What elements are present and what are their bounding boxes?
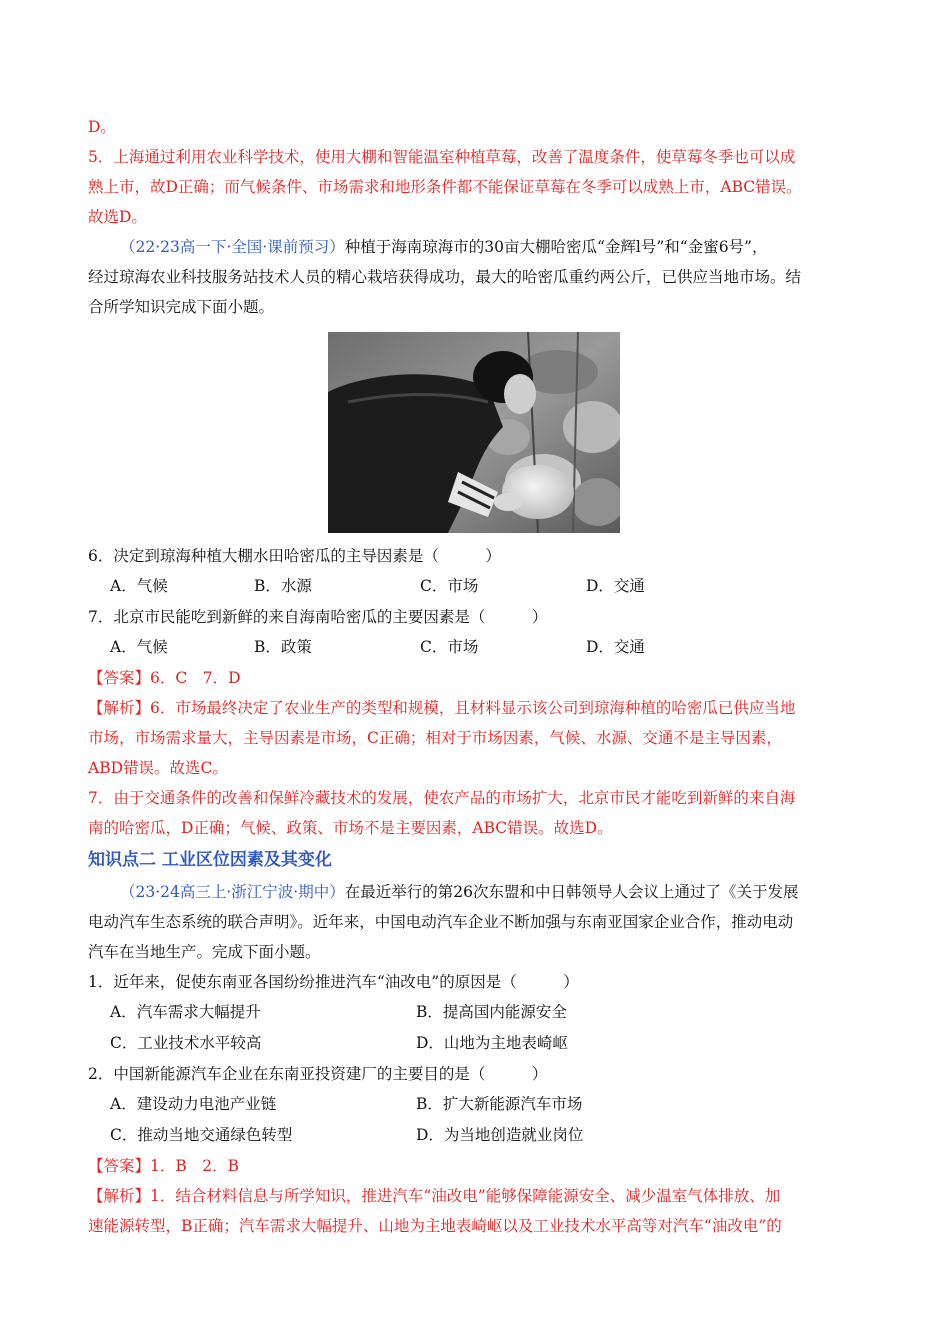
q7-option-a[interactable]: A．气候 bbox=[110, 638, 168, 656]
q6-option-d[interactable]: D．交通 bbox=[586, 577, 645, 595]
question-group-2-intro bbox=[88, 877, 863, 907]
intro-2-line-3: 汽车在当地生产。完成下面小题。 bbox=[88, 943, 321, 961]
question-1-options-row-2 bbox=[88, 1028, 863, 1059]
answer-group-2: 【答案】1．B 2．B bbox=[88, 1157, 240, 1175]
q2-option-b[interactable]: B．扩大新能源汽车市场 bbox=[416, 1095, 583, 1113]
analysis-2-line-2: 速能源转型，B正确；汽车需求大幅提升、山地为主地表崎岖以及工业技术水平高等对汽车“油改电”的 bbox=[88, 1217, 782, 1235]
question-6-options bbox=[88, 571, 863, 602]
question-6: 6．决定到琼海种植大棚水田哈密瓜的主导因素是（ ） bbox=[88, 547, 501, 565]
q1-option-c[interactable]: C．工业技术水平较高 bbox=[110, 1034, 262, 1052]
intro-line-3: 合所学知识完成下面小题。 bbox=[88, 298, 275, 316]
q1-option-a[interactable]: A．汽车需求大幅提升 bbox=[110, 1003, 261, 1021]
q6-option-c[interactable]: C．市场 bbox=[420, 577, 479, 595]
intro-line-2: 经过琼海农业科技服务站技术人员的精心栽培获得成功，最大的哈密瓜重约两公斤，已供应当地市场。结 bbox=[88, 268, 802, 286]
q7-option-d[interactable]: D．交通 bbox=[586, 638, 645, 656]
question-1-options-row-1 bbox=[88, 997, 863, 1028]
prev-analysis-line-2: 5．上海通过利用农业科学技术，使用大棚和智能温室种植草莓，改善了温度条件，使草莓冬季也可以成 bbox=[88, 148, 796, 166]
intro-text: 在最近举行的第26次东盟和中日韩领导人会议上通过了《关于发展 bbox=[344, 883, 799, 901]
question-2-options-row-2 bbox=[88, 1120, 863, 1151]
question-7: 7．北京市民能吃到新鲜的来自海南哈密瓜的主要因素是（ ） bbox=[88, 608, 548, 626]
q2-option-c[interactable]: C．推动当地交通绿色转型 bbox=[110, 1126, 293, 1144]
q6-option-b[interactable]: B．水源 bbox=[254, 577, 312, 595]
analysis-1-line-5: 南的哈密瓜，D正确；气候、政策、市场不是主要因素，ABC错误。故选D。 bbox=[88, 819, 613, 837]
question-source: （22·23高一下·全国·课前预习） bbox=[120, 238, 345, 256]
q2-option-d[interactable]: D．为当地创造就业岗位 bbox=[416, 1126, 584, 1144]
q7-option-c[interactable]: C．市场 bbox=[420, 638, 479, 656]
q6-option-a[interactable]: A．气候 bbox=[110, 577, 168, 595]
analysis-1-line-4: 7．由于交通条件的改善和保鲜冷藏技术的发展，使农产品的市场扩大，北京市民才能吃到新鲜的来自海 bbox=[88, 789, 796, 807]
analysis-2-line-1: 【解析】1．结合材料信息与所学知识，推进汽车“油改电”能够保障能源安全、减少温室气体排放、加 bbox=[88, 1187, 781, 1205]
girl-with-melon-photo bbox=[328, 332, 620, 533]
analysis-1-line-1: 【解析】6．市场最终决定了农业生产的类型和规模，且材料显示该公司到琼海种植的哈密瓜已供应当地 bbox=[88, 699, 796, 717]
answer-group-1: 【答案】6．C 7．D bbox=[88, 669, 241, 687]
question-2: 2．中国新能源汽车企业在东南亚投资建厂的主要目的是（ ） bbox=[88, 1065, 548, 1083]
prev-analysis-line-4: 故选D。 bbox=[88, 208, 147, 226]
analysis-1-line-3: ABD错误。故选C。 bbox=[88, 759, 228, 777]
q1-option-d[interactable]: D．山地为主地表崎岖 bbox=[416, 1034, 568, 1052]
analysis-1-line-2: 市场，市场需求量大，主导因素是市场，C正确；相对于市场因素，气候、水源、交通不是主导因素， bbox=[88, 729, 782, 747]
question-7-options bbox=[88, 632, 863, 663]
section-heading: 知识点二 工业区位因素及其变化 bbox=[88, 850, 332, 870]
intro-2-line-2: 电动汽车生态系统的联合声明》。近年来，中国电动汽车企业不断加强与东南亚国家企业合作，推动电动 bbox=[88, 913, 794, 931]
question-group-1-intro bbox=[88, 232, 863, 262]
q2-option-a[interactable]: A．建设动力电池产业链 bbox=[110, 1095, 277, 1113]
question-2-options-row-1 bbox=[88, 1089, 863, 1120]
page-content bbox=[88, 112, 863, 1241]
question-source: （23·24高三上·浙江宁波·期中） bbox=[120, 883, 345, 901]
q1-option-b[interactable]: B．提高国内能源安全 bbox=[416, 1003, 567, 1021]
intro-text: 种植于海南琼海市的30亩大棚哈密瓜“金辉l号”和“金蜜6号”， bbox=[344, 238, 768, 256]
q7-option-b[interactable]: B．政策 bbox=[254, 638, 312, 656]
prev-analysis-line-1: D。 bbox=[88, 118, 116, 136]
prev-analysis-line-3: 熟上市，故D正确；而气候条件、市场需求和地形条件都不能保证草莓在冬季可以成熟上市，ABC错误。 bbox=[88, 178, 802, 196]
question-1: 1．近年来，促使东南亚各国纷纷推进汽车“油改电”的原因是（ ） bbox=[88, 973, 579, 991]
